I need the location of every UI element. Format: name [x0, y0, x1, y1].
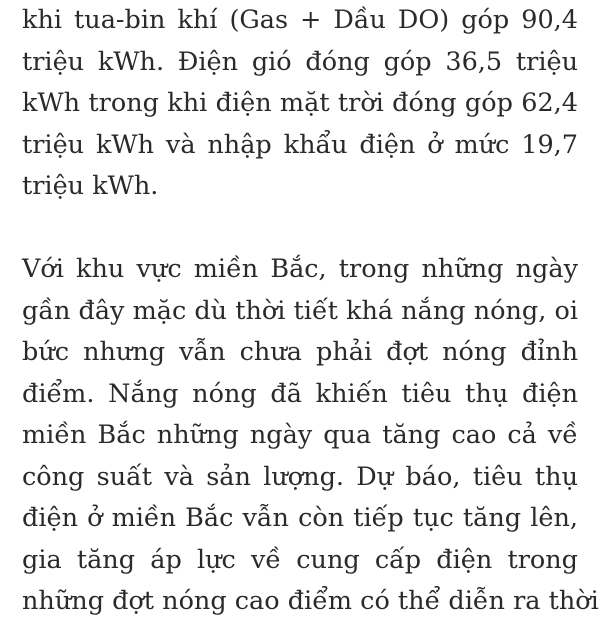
- text-line: triệu kWh. Điện gió đóng góp 36,5 triệu: [22, 46, 578, 77]
- text-line: triệu kWh và nhập khẩu điện ở mức 19,7: [22, 129, 578, 160]
- text-line: khi tua-bin khí (Gas + Dầu DO) góp 90,4: [22, 5, 578, 35]
- text-line: kWh trong khi điện mặt trời đóng góp 62,4: [22, 88, 578, 118]
- text-line: những đợt nóng cao điểm có thể diễn ra thời: [22, 586, 599, 616]
- text-line: gần đây mặc dù thời tiết khá nắng nóng, oi: [22, 295, 578, 326]
- paragraph-electricity-sources: [22, 0, 578, 208]
- text-line: điện ở miền Bắc vẫn còn tiếp tục tăng lên,: [22, 503, 578, 533]
- text-line: Với khu vực miền Bắc, trong những ngày: [22, 254, 578, 284]
- text-line: triệu kWh.: [22, 171, 159, 201]
- text-line: gia tăng áp lực về cung cấp điện trong: [22, 544, 578, 575]
- text-line: bức nhưng vẫn chưa phải đợt nóng đỉnh: [22, 337, 578, 367]
- text-line: công suất và sản lượng. Dự báo, tiêu thụ: [22, 461, 578, 492]
- text-line: điểm. Nắng nóng đã khiến tiêu thụ điện: [22, 378, 578, 409]
- paragraph-northern-region: [22, 249, 599, 623]
- text-line: miền Bắc những ngày qua tăng cao cả về: [22, 420, 578, 450]
